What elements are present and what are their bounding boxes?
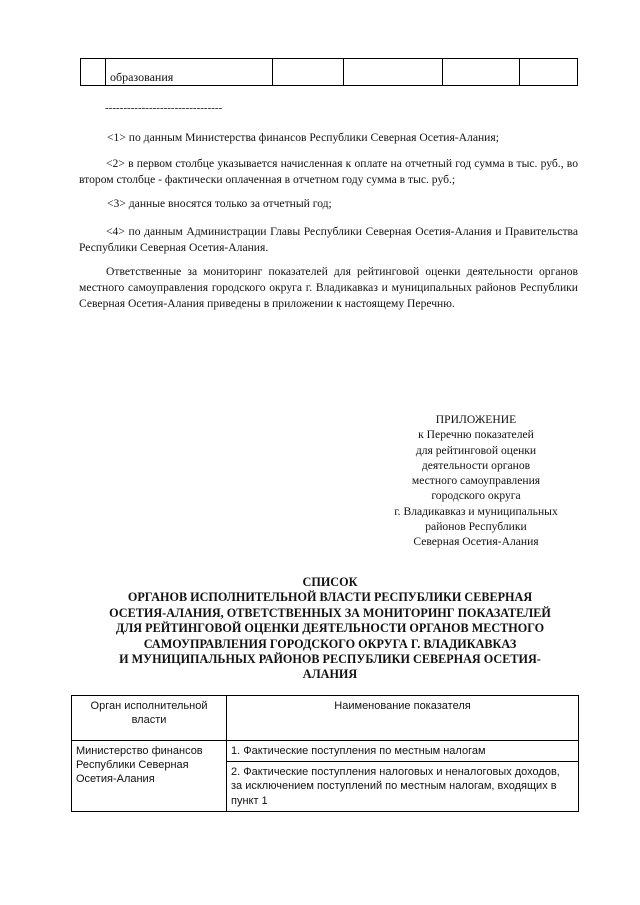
footnote-4: <4> по данным Администрации Главы Республики Северная Осетия-Алания и Правительства Республики Северная Осетия-Алания. xyxy=(79,225,578,254)
appendix-heading xyxy=(370,412,582,550)
organ-cell: Министерство финансов Республики Северная Осетия-Алания xyxy=(72,741,227,812)
table-cell-label: образования xyxy=(106,59,273,86)
responsible-paragraph: Ответственные за мониторинг показателей для рейтинговой оценки деятельности органов местного самоуправления городского округа г. Владикавказ и муниципальных районов Республики Северная Осетия-Алания приведены в приложении к настоящему Перечню. xyxy=(79,265,578,310)
footnote-2: <2> в первом столбце указывается начисленная к оплате на отчетный год сумма в тыс. руб., во втором столбце - фактически оплаченная в отчетном году сумма в тыс. руб.; xyxy=(79,157,578,186)
table-header-row xyxy=(72,696,579,741)
appendix-line: деятельности органов xyxy=(421,458,531,472)
table-cell xyxy=(273,59,344,86)
title-line: ДЛЯ РЕЙТИНГОВОЙ ОЦЕНКИ ДЕЯТЕЛЬНОСТИ ОРГАНОВ МЕСТНОГО xyxy=(115,621,545,636)
column-header-indicator: Наименование показателя xyxy=(227,696,579,741)
indicator-cell: 2. Фактические поступления налоговых и неналоговых доходов, за исключением поступлений по местным налогам, входящих в пункт 1 xyxy=(227,762,579,812)
title-line: САМОУПРАВЛЕНИЯ ГОРОДСКОГО ОКРУГА Г. ВЛАДИКАВКАЗ xyxy=(143,636,517,651)
title-line: И МУНИЦИПАЛЬНЫХ РАЙОНОВ РЕСПУБЛИКИ СЕВЕРНАЯ ОСЕТИЯ- xyxy=(119,652,541,667)
appendix-line: для рейтинговой оценки xyxy=(415,443,537,457)
table-cell xyxy=(81,59,106,86)
table-cell xyxy=(443,59,520,86)
indicator-cell: 1. Фактические поступления по местным налогам xyxy=(227,741,579,762)
column-header-organ: Орган исполнительной власти xyxy=(72,696,227,741)
appendix-line: городского округа xyxy=(431,489,521,503)
footnote-separator: -------------------------------- xyxy=(105,102,223,114)
appendix-line: Северная Осетия-Алания xyxy=(413,535,539,549)
appendix-label: ПРИЛОЖЕНИЕ xyxy=(435,413,517,426)
appendix-line: к Перечню показателей xyxy=(418,428,534,442)
title-line: ОРГАНОВ ИСПОЛНИТЕЛЬНОЙ ВЛАСТИ РЕСПУБЛИКИ СЕВЕРНАЯ xyxy=(127,590,533,605)
table-row xyxy=(81,59,578,86)
title-line: АЛАНИЯ xyxy=(302,667,358,682)
title-line: ОСЕТИЯ-АЛАНИЯ, ОТВЕТСТВЕННЫХ ЗА МОНИТОРИНГ ПОКАЗАТЕЛЕЙ xyxy=(109,605,551,620)
table-cell xyxy=(344,59,443,86)
appendix-line: местного самоуправления xyxy=(411,474,541,488)
table-row xyxy=(72,741,579,762)
footnote-3: <3> данные вносятся только за отчетный год; xyxy=(107,197,332,210)
appendix-line: г. Владикавказ и муниципальных xyxy=(394,504,558,518)
footnote-1: <1> по данным Министерства финансов Республики Северная Осетия-Алания; xyxy=(107,131,499,144)
list-title xyxy=(70,575,590,683)
table-cell xyxy=(520,59,578,86)
top-table-fragment xyxy=(80,58,578,86)
title-line: СПИСОК xyxy=(302,575,358,589)
responsible-organs-table xyxy=(71,695,579,812)
appendix-line: районов Республики xyxy=(425,520,527,534)
